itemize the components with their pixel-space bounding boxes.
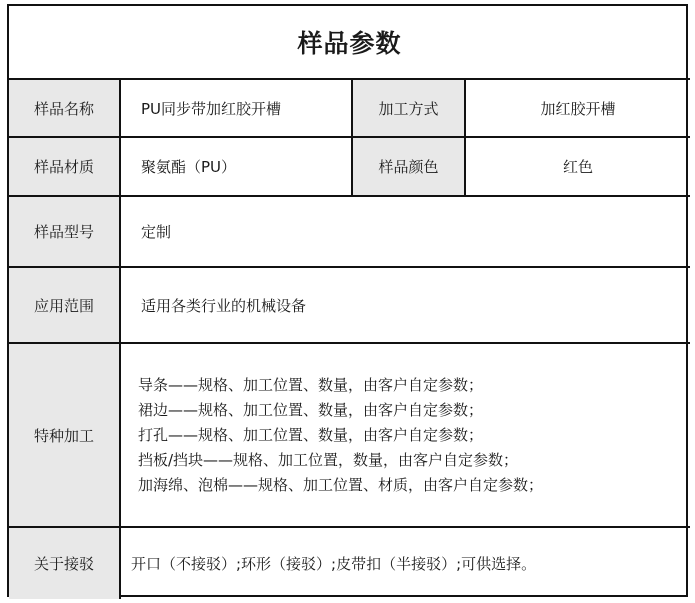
special-line-1: 导条——规格、加工位置、数量，由客户自定参数；: [138, 375, 484, 394]
value-joint-options: 开口（不接驳）;环形（接驳）;皮带扣（半接驳）;可供选择。: [120, 527, 690, 599]
value-sample-model: 定制: [120, 196, 690, 267]
label-special-processing: 特种加工: [9, 343, 120, 527]
label-sample-color: 样品颜色: [352, 137, 465, 196]
label-process-method: 加工方式: [352, 79, 465, 137]
label-joint-options: 关于接驳: [9, 527, 120, 599]
special-line-2: 裙边——规格、加工位置、数量，由客户自定参数；: [138, 400, 484, 419]
label-sample-model: 样品型号: [9, 196, 120, 267]
label-sample-material: 样品材质: [9, 137, 120, 196]
special-line-3: 打孔——规格、加工位置、数量，由客户自定参数；: [138, 425, 484, 444]
special-line-5: 加海绵、泡棉——规格、加工位置、材质，由客户自定参数；: [138, 475, 544, 494]
value-special-processing: [120, 343, 690, 527]
sample-parameters-table: [7, 4, 688, 597]
label-application-scope: 应用范围: [9, 267, 120, 343]
label-sample-name: 样品名称: [9, 79, 120, 137]
value-sample-material: 聚氨酯（PU）: [120, 137, 352, 196]
table-title: 样品参数: [9, 6, 690, 79]
special-line-4: 挡板/挡块——规格、加工位置，数量，由客户自定参数；: [138, 450, 519, 469]
value-application-scope: 适用各类行业的机械设备: [120, 267, 690, 343]
value-sample-name: PU同步带加红胶开槽: [120, 79, 352, 137]
value-sample-color: 红色: [465, 137, 690, 196]
value-process-method: 加红胶开槽: [465, 79, 690, 137]
